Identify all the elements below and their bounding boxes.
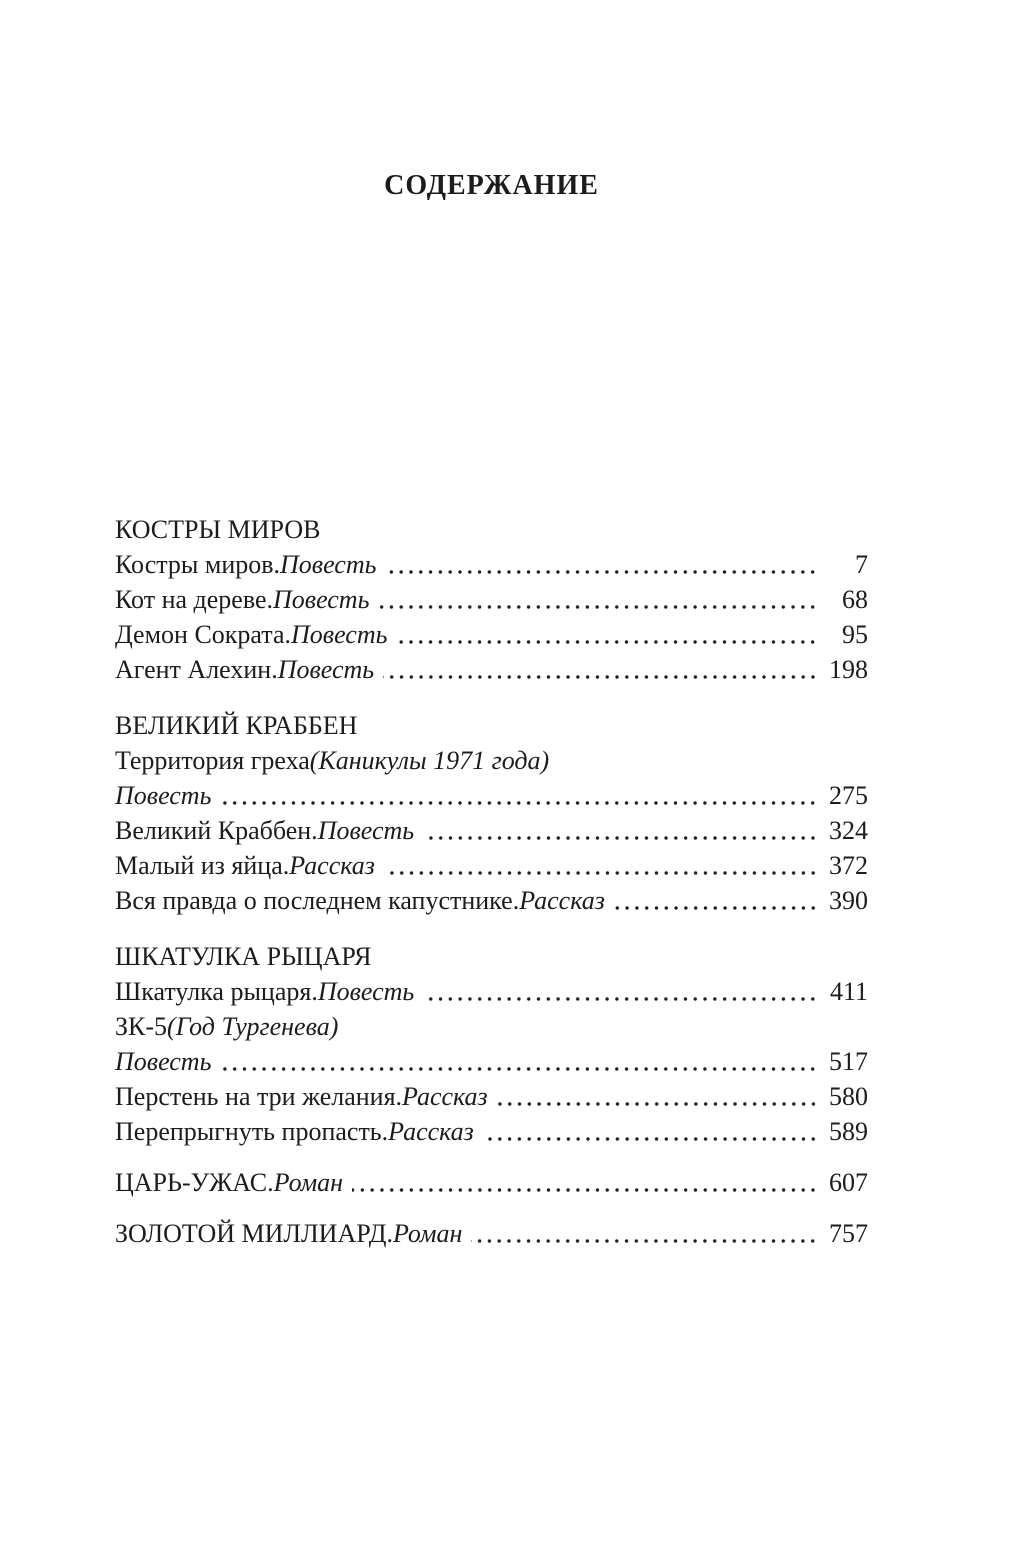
entry-title: Демон Сократа. <box>115 620 292 649</box>
dot-leader <box>423 974 819 1009</box>
dot-leader <box>396 617 819 652</box>
toc <box>115 512 868 1251</box>
entry-genre: Повесть <box>317 977 415 1006</box>
entry-title: ЗОЛОТОЙ МИЛЛИАРД. <box>115 1219 393 1248</box>
entry-genre: Повесть <box>115 781 212 810</box>
toc-entry <box>115 652 868 687</box>
dot-leader <box>220 1044 819 1079</box>
toc-entry <box>115 1114 868 1149</box>
dot-leader <box>383 652 819 687</box>
toc-section-header: ВЕЛИКИЙ КРАББЕН <box>115 711 358 740</box>
entry-title: Перстень на три желания. <box>115 1082 403 1111</box>
toc-entry <box>115 813 868 848</box>
toc-entry-line <box>115 1044 868 1079</box>
page-title: СОДЕРЖАНИЕ <box>384 170 599 201</box>
entry-title: Малый из яйца. <box>115 851 290 880</box>
toc-entry <box>115 883 868 918</box>
entry-genre: Повесть <box>115 1047 212 1076</box>
dot-leader <box>378 582 819 617</box>
entry-subtitle: (Каникулы 1971 года) <box>309 746 550 775</box>
page-number: 607 <box>829 1168 868 1197</box>
toc-entry <box>115 547 868 582</box>
toc-entry <box>115 848 868 883</box>
entry-genre: Рассказ <box>289 851 375 880</box>
toc-entry-line <box>115 547 868 582</box>
toc-entry <box>115 743 868 813</box>
toc-entry <box>115 1216 868 1251</box>
entry-title: Вся правда о последнем капустнике. <box>115 886 520 915</box>
entry-title: Агент Алехин. <box>115 655 278 684</box>
entry-genre: Рассказ <box>519 886 605 915</box>
toc-entry-line <box>115 813 868 848</box>
toc-section-header: КОСТРЫ МИРОВ <box>115 515 321 544</box>
page-content <box>115 0 868 1251</box>
dot-leader <box>497 1079 819 1114</box>
dot-leader <box>471 1216 819 1251</box>
dot-leader <box>385 547 819 582</box>
page-number: 390 <box>829 886 868 915</box>
page-number: 68 <box>842 585 868 614</box>
entry-genre: Повесть <box>317 816 415 845</box>
toc-entry-line <box>115 1009 868 1044</box>
toc-section <box>115 1165 868 1200</box>
toc-entry-line <box>115 1114 868 1149</box>
entry-genre: Роман <box>273 1168 344 1197</box>
toc-entry <box>115 617 868 652</box>
toc-entry <box>115 1009 868 1079</box>
toc-entry-line <box>115 1165 868 1200</box>
toc-entry-line <box>115 582 868 617</box>
dot-leader <box>384 848 819 883</box>
entry-title: Кот на дереве. <box>115 585 273 614</box>
toc-entry-line <box>115 1079 868 1114</box>
page-number: 275 <box>829 781 868 810</box>
entry-genre: Повесть <box>291 620 388 649</box>
page-number: 411 <box>829 977 868 1006</box>
page-number: 517 <box>829 1047 868 1076</box>
toc-entry-line <box>115 743 868 778</box>
page-number: 589 <box>829 1117 868 1146</box>
toc-entry-line <box>115 778 868 813</box>
toc-section-header: ШКАТУЛКА РЫЦАРЯ <box>115 942 372 971</box>
toc-entry <box>115 1079 868 1114</box>
page-number: 7 <box>855 550 868 579</box>
toc-section <box>115 1216 868 1251</box>
entry-title: Великий Краббен. <box>115 816 318 845</box>
toc-entry <box>115 1165 868 1200</box>
page-number: 757 <box>829 1219 868 1248</box>
entry-title: Шкатулка рыцаря. <box>115 977 318 1006</box>
entry-genre: Повесть <box>280 550 377 579</box>
entry-genre: Повесть <box>277 655 375 684</box>
entry-title: Территория греха <box>115 746 310 775</box>
dot-leader <box>614 883 819 918</box>
toc-entry <box>115 582 868 617</box>
dot-leader <box>352 1165 819 1200</box>
entry-title: Перепрыгнуть пропасть. <box>115 1117 389 1146</box>
page-number: 324 <box>829 816 868 845</box>
toc-entry-line <box>115 1216 868 1251</box>
page-number: 580 <box>829 1082 868 1111</box>
dot-leader <box>423 813 819 848</box>
entry-genre: Повесть <box>273 585 370 614</box>
entry-title: Костры миров. <box>115 550 281 579</box>
page-number: 198 <box>829 655 868 684</box>
toc-entry <box>115 974 868 1009</box>
toc-entry-line <box>115 617 868 652</box>
page-number: 372 <box>829 851 868 880</box>
toc-entry-line <box>115 883 868 918</box>
dot-leader <box>483 1114 819 1149</box>
toc-section <box>115 939 868 1149</box>
dot-leader <box>220 778 819 813</box>
toc-section <box>115 708 868 918</box>
page-number: 95 <box>842 620 868 649</box>
toc-entry-line <box>115 848 868 883</box>
entry-title: ЦАРЬ-УЖАС. <box>115 1168 274 1197</box>
toc-entry-line <box>115 652 868 687</box>
entry-subtitle: (Год Тургенева) <box>167 1012 339 1041</box>
entry-genre: Рассказ <box>402 1082 488 1111</box>
entry-genre: Роман <box>392 1219 463 1248</box>
entry-genre: Рассказ <box>388 1117 474 1146</box>
entry-title: ЗК-5 <box>115 1012 168 1041</box>
toc-entry-line <box>115 974 868 1009</box>
toc-section <box>115 512 868 687</box>
